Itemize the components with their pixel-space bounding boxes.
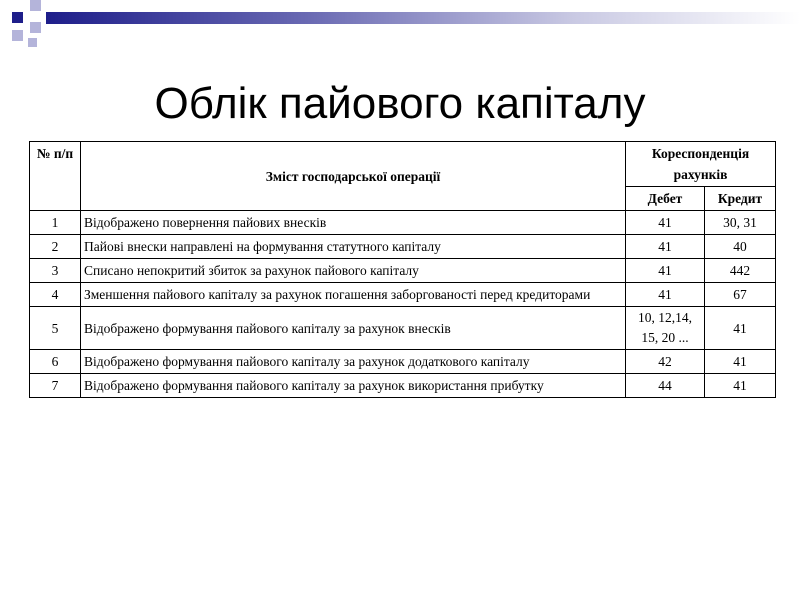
row-num: 1 [30,211,81,235]
header-debit: Дебет [626,187,705,211]
row-credit: 41 [705,350,776,374]
row-debit: 41 [626,211,705,235]
header-credit: Кредит [705,187,776,211]
table-row [30,259,776,283]
row-credit: 442 [705,259,776,283]
row-credit: 41 [705,307,776,350]
row-num: 5 [30,307,81,350]
operations-table [29,141,776,398]
decor-square-light-top [30,0,41,11]
row-num: 7 [30,374,81,398]
decor-square-light-mid [12,30,23,41]
row-debit: 41 [626,235,705,259]
header-content: Зміст господарської операції [81,142,626,211]
row-content: Відображено формування пайового капіталу за рахунок використання прибутку [81,374,626,398]
table-row [30,374,776,398]
decor-square-dark-top [12,12,23,23]
row-credit: 41 [705,374,776,398]
row-credit: 67 [705,283,776,307]
table-row [30,307,776,350]
table-row [30,350,776,374]
slide-title: Облік пайового капіталу [154,79,646,128]
table-row [30,211,776,235]
row-content: Відображено повернення пайових внесків [81,211,626,235]
decor-square-light-right [30,22,41,33]
decor-square-light-bottom [28,38,37,47]
row-num: 6 [30,350,81,374]
table-row [30,283,776,307]
row-debit: 42 [626,350,705,374]
row-debit: 41 [626,283,705,307]
row-debit: 44 [626,374,705,398]
row-content: Відображено формування пайового капіталу за рахунок внесків [81,307,626,350]
row-debit: 10, 12,14, 15, 20 ... [626,307,705,350]
header-correspondence: Кореспонденція рахунків [626,142,776,187]
row-num: 2 [30,235,81,259]
header-num: № п/п [30,142,81,211]
row-credit: 40 [705,235,776,259]
row-credit: 30, 31 [705,211,776,235]
row-num: 3 [30,259,81,283]
row-content: Відображено формування пайового капіталу за рахунок додаткового капіталу [81,350,626,374]
row-content: Зменшення пайового капіталу за рахунок погашення заборгованості перед кредиторами [81,283,626,307]
slide-decoration [0,0,60,50]
table-row [30,235,776,259]
row-debit: 41 [626,259,705,283]
row-num: 4 [30,283,81,307]
row-content: Списано непокритий збиток за рахунок пайового капіталу [81,259,626,283]
table-header-row [30,142,776,187]
title-gradient-bar [46,12,800,24]
row-content: Пайові внески направлені на формування статутного капіталу [81,235,626,259]
